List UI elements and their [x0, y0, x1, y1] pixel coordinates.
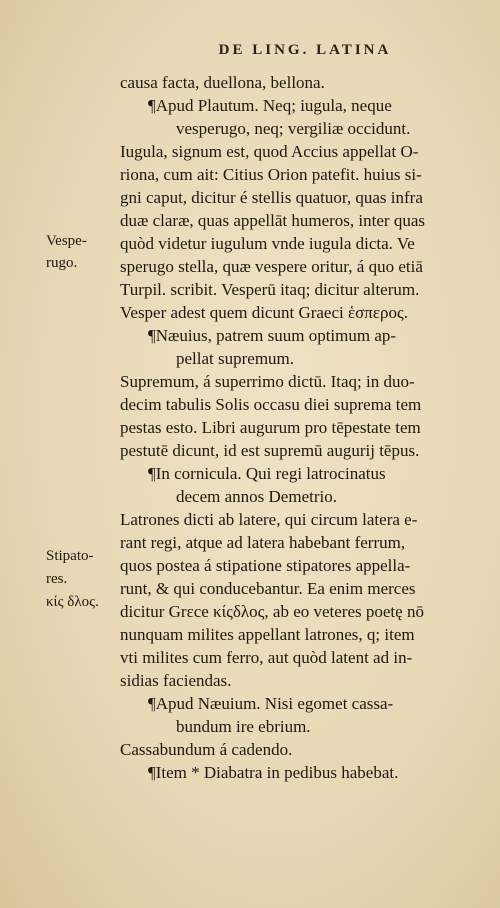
text-line: quòd videtur iugulum vnde iugula dicta. Ve [120, 234, 415, 253]
text-line: pestas esto. Libri augurum pro tēpestate tem [120, 418, 421, 437]
text-line: gni caput, dicitur é stellis quatuor, quas infra [120, 188, 423, 207]
text-line: ¶Apud Plautum. Neq; iugula, neque [148, 96, 392, 115]
margin-note: rugo. [46, 255, 78, 271]
text-line: pellat supremum. [176, 349, 295, 368]
text-line: Vesper adest quem dicunt Graeci ἑσπερος. [120, 303, 408, 322]
text-line: vti milites cum ferro, aut quòd latent ad in- [120, 648, 413, 667]
text-line: Iugula, signum est, quod Accius appellat O- [120, 142, 419, 161]
text-line: riona, cum ait: Citius Orion patefit. huius si- [120, 165, 422, 184]
running-head: DE LING. LATINA [218, 42, 392, 58]
text-line: pestutē dicunt, id est supremū augurij tēpus. [120, 441, 420, 460]
text-line: ¶Apud Næuium. Nisi egomet cassa- [148, 694, 394, 713]
text-line: causa facta, duellona, bellona. [120, 73, 325, 92]
text-line: ¶Item * Diabatra in pedibus habebat. [148, 763, 399, 782]
text-line: duæ claræ, quas appellāt humeros, inter quas [120, 211, 425, 230]
text-line: Latrones dicti ab latere, qui circum latera e- [120, 510, 418, 529]
text-line: quos postea á stipatione stipatores appella- [120, 556, 411, 575]
text-line: vesperugo, neq; vergiliæ occidunt. [176, 119, 411, 138]
text-line: decim tabulis Solis occasu diei suprema tem [120, 395, 422, 414]
text-line: sperugo stella, quæ vespere oritur, á quo etiā [120, 257, 423, 276]
margin-note: κίς δλος. [46, 594, 99, 610]
text-line: nunquam milites appellant latrones, q; item [120, 625, 415, 644]
text-line: Turpil. scribit. Vesperū itaq; dicitur alterum. [120, 280, 420, 299]
text-line: dicitur Grεce κίςδλος, ab eo veteres poetę nō [120, 602, 424, 621]
margin-note: Vespe- [46, 233, 87, 249]
text-line: bundum ire ebrium. [176, 717, 311, 736]
text-line: ¶Næuius, patrem suum optimum ap- [148, 326, 397, 345]
text-line: runt, & qui conducebantur. Ea enim merces [120, 579, 416, 598]
text-line: rant regi, atque ad latera habebant ferrum, [120, 533, 406, 552]
text-line: sidias faciendas. [120, 671, 232, 690]
margin-note: Stipato- [46, 548, 94, 564]
text-line: Supremum, á superrimo dictū. Itaq; in duo- [120, 372, 415, 391]
text-line: decem annos Demetrio. [176, 487, 337, 506]
text-line: Cassabundum á cadendo. [120, 740, 293, 759]
text-line: ¶In cornicula. Qui regi latrocinatus [148, 464, 386, 483]
margin-note: res. [46, 571, 68, 587]
